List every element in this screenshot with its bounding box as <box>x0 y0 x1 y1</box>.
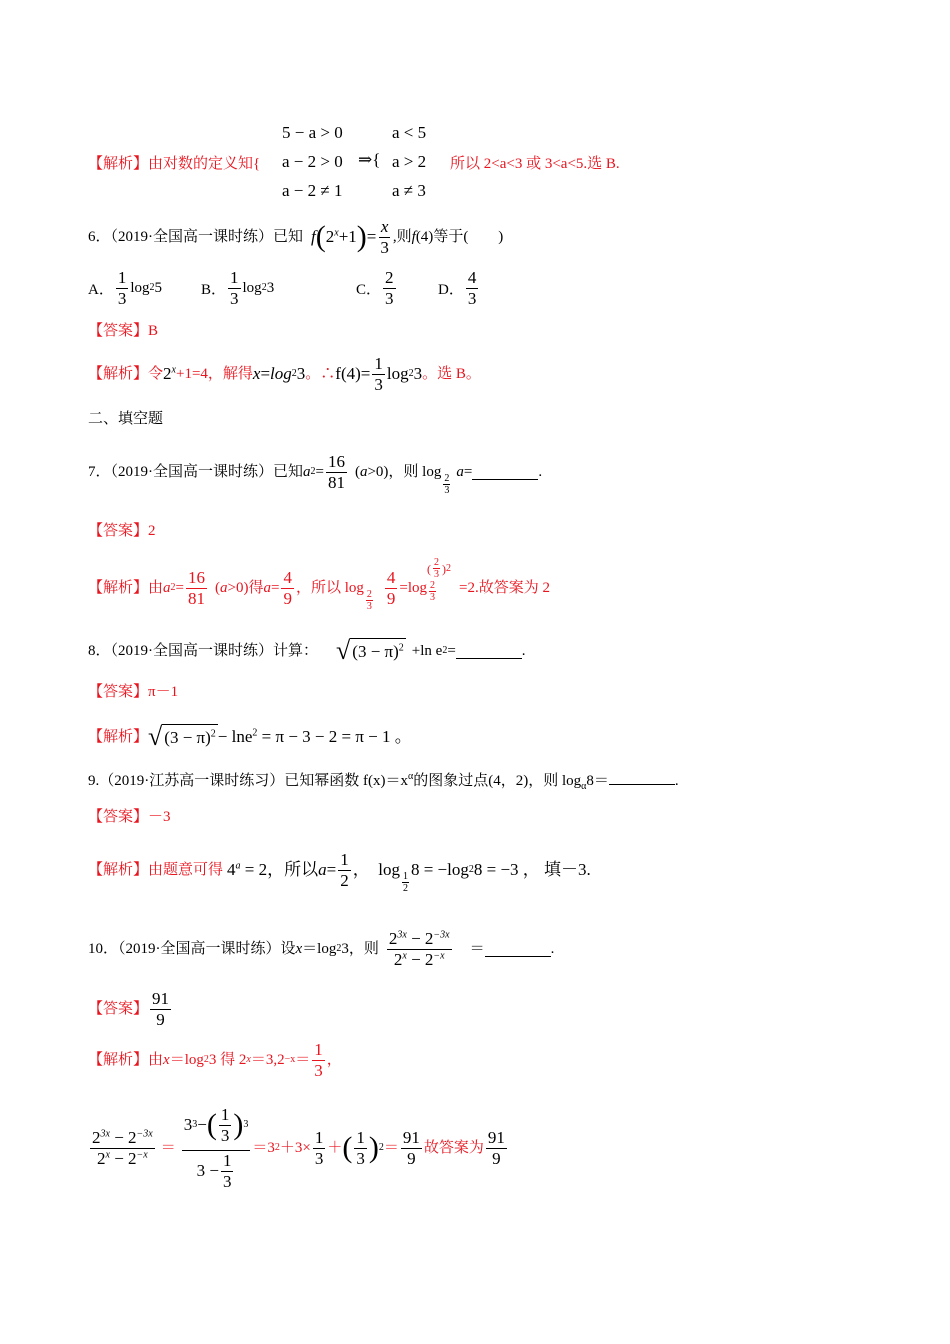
solution-label: 【解析】 <box>88 156 149 172</box>
q6-option-c: C． $\frac{2}{3}$ <box>356 267 394 308</box>
system-left: 5 − a > 0 a − 2 > 0 a − 2 ≠ 1 <box>282 123 343 200</box>
q7-solution: 【解析】 由 a 2 = $\frac{16}{81}$ ( a >0)得 a = $\frac{4}{9}$ ，所以 log $\frac{2}{3}$ $\frac{4}{9}$ =log ( $\frac{2}{3}$ ) 2 $\frac{2}{3}$ =2.故答案为 2 <box>88 557 550 612</box>
q10-solution-line2: $\frac{2^{3x} - 2^{-3x}}{2^x - 2^{-x}}$ ＝ 3 3 − ( $\frac{1}{3}$ ) 3 3 − $\frac{1}{3}$ ＝3 2 ＋3× $\frac{1}{3}$ ＋ ( $\frac{1}{3}$ ) 2 ＝ $\frac{91}{9}$ 故答案为 $\frac{91}{9}$ <box>92 1104 505 1191</box>
q6-option-b: B． $\frac{1}{3}$ log 2 3 <box>201 267 275 308</box>
q8-answer: 【答案】π－1 <box>88 684 179 700</box>
q6-solution: 【解析】 令 2$^x$ +1=4，解得 x = log 2 3 。∴ f(4)= $\frac{1}{3}$ log 2 3 。选 B。 <box>88 353 481 394</box>
question-6: 6．（2019·全国高一课时练）已知 f ( $2^x+1$ ) = $\frac{x}{3}$ ,则 f (4) 等于( ) <box>88 216 504 257</box>
q6-answer: 【答案】B <box>88 323 159 339</box>
q6-option-a: A． $\frac{1}{3}$ log 2 5 <box>88 267 163 308</box>
answer-blank <box>456 644 522 659</box>
solution-lead: 由对数的定义知{ <box>148 156 261 172</box>
q10-answer: 【答案】 $\frac{91}{9}$ <box>88 988 170 1029</box>
answer-blank <box>609 770 675 785</box>
q7-answer: 【答案】2 <box>88 523 156 539</box>
q9-solution: 【解析】 由题意可得 $4^a = 2$，所以 a = $\frac{1}{2}$ ， log $\frac{1}{2}$ 8 = −log 2 8 = −3 ， 填－3. <box>88 849 591 894</box>
question-9: 9.（2019·江苏高一课时练习）已知幂函数 $f(x)=x^\alpha$的图象过点(4，2)，则 $\log_\alpha 8=$ . <box>88 771 679 792</box>
answer-blank <box>485 942 551 957</box>
q6-option-d: D． $\frac{4}{3}$ <box>438 267 477 308</box>
system-right: a < 5 a > 2 a ≠ 3 <box>392 123 427 200</box>
q9-answer: 【答案】－3 <box>88 809 171 825</box>
question-8: 8．（2019·全国高一课时练）计算： √ $(3 - \pi)^2$ +ln e 2 = . <box>88 635 526 665</box>
q8-solution: 【解析】 √ $(3 - \pi)^2$ − lne$^2$ = π − 3 − 2 = π − 1 。 <box>88 721 412 751</box>
q10-solution-line1: 【解析】 由 x ＝log 2 3 得 2 x ＝3,2 −x ＝ $\frac{1}{3}$ ， <box>88 1039 342 1080</box>
section-heading-fill-in: 二、填空题 <box>88 411 164 427</box>
question-10: 10．（2019·全国高一课时练）设 x ＝log 2 3，则 $\frac{2^{3x} - 2^{-3x}}{2^x - 2^{-x}}$ ＝ . <box>88 928 555 969</box>
solution-conclusion: 所以 2<a<3 或 3<a<5.选 B. <box>450 156 620 172</box>
question-7: 7．（2019·全国高一课时练）已知 a 2 = $\frac{16}{81}$ ( a >0)，则 log $\frac{2}{3}$ a = . <box>88 451 543 496</box>
implies-arrow: ⇒{ <box>358 150 381 169</box>
answer-blank <box>472 465 538 480</box>
